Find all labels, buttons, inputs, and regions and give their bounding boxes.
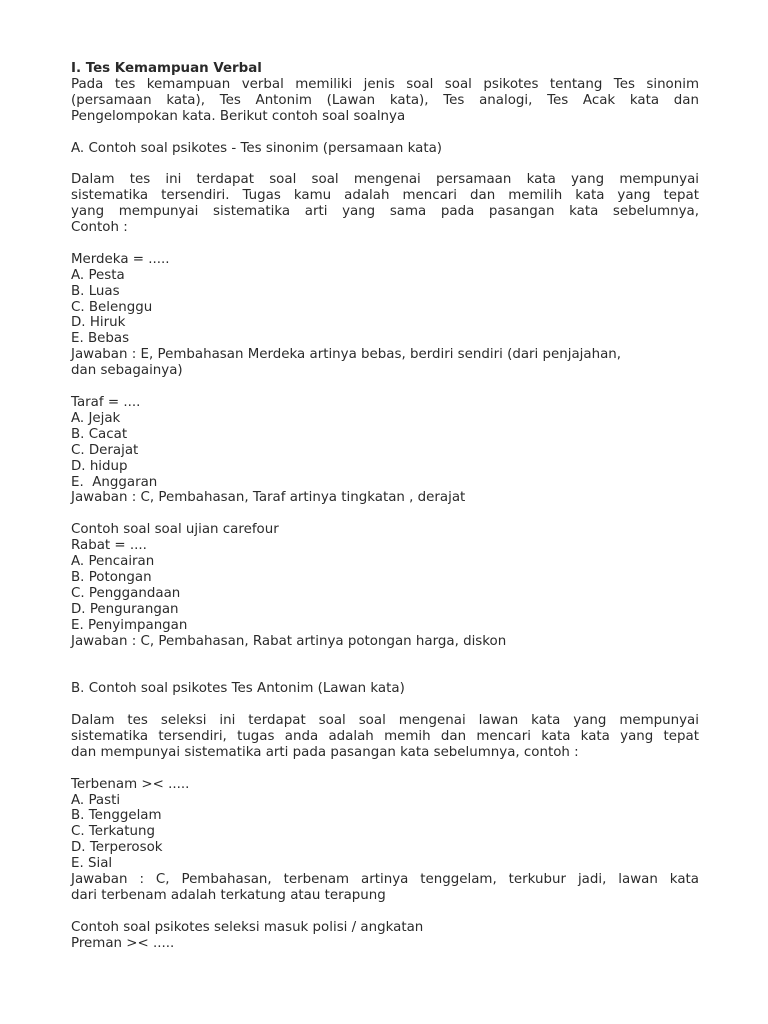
option-a: A. Pencairan bbox=[71, 554, 155, 570]
section-a-desc: Dalam tes ini terdapat soal soal mengenai persamaan kata yang mempunyai bbox=[71, 172, 699, 188]
question-prompt: Rabat = .... bbox=[71, 538, 147, 554]
section-a-desc: sistematika tersendiri. Tugas kamu adalah mencari dan memilih kata yang tepat bbox=[71, 188, 699, 204]
option-b: B. Luas bbox=[71, 283, 120, 299]
example-note: Contoh soal soal ujian carefour bbox=[71, 522, 279, 538]
option-e: E. Anggaran bbox=[71, 474, 158, 490]
answer-line: Jawaban : C, Pembahasan, Taraf artinya tingkatan , derajat bbox=[71, 490, 466, 506]
option-a: A. Pasti bbox=[71, 792, 121, 808]
section-b-desc: Dalam tes seleksi ini terdapat soal soal mengenai lawan kata yang mempunyai bbox=[71, 713, 699, 729]
answer-line: Jawaban : C, Pembahasan, Rabat artinya potongan harga, diskon bbox=[71, 633, 507, 649]
option-b: B. Cacat bbox=[71, 426, 128, 442]
answer-line: dari terbenam adalah terkatung atau terapung bbox=[71, 888, 386, 903]
question-prompt: Preman >< ..... bbox=[71, 935, 175, 951]
option-a: A. Pesta bbox=[71, 267, 125, 283]
question-prompt: Merdeka = ..... bbox=[71, 251, 170, 267]
section-b-title: B. Contoh soal psikotes Tes Antonim (Lawan kata) bbox=[71, 681, 405, 697]
section-b-desc: sistematika tersendiri, tugas anda adalah memih dan mencari kata kata yang tepat bbox=[71, 728, 699, 744]
document-page bbox=[71, 61, 699, 952]
question-prompt: Taraf = .... bbox=[71, 394, 141, 410]
section-a-desc: Contoh : bbox=[71, 220, 128, 236]
option-c: C. Belenggu bbox=[71, 299, 153, 315]
intro-line: Pengelompokan kata. Berikut contoh soal soalnya bbox=[71, 108, 406, 124]
option-c: C. Terkatung bbox=[71, 824, 155, 840]
question-prompt: Terbenam >< ..... bbox=[71, 776, 190, 792]
answer-line: dan sebagainya) bbox=[71, 363, 183, 379]
intro-line: Pada tes kemampuan verbal memiliki jenis soal soal psikotes tentang Tes sinonim bbox=[71, 76, 699, 92]
option-c: C. Derajat bbox=[71, 442, 139, 458]
answer-line: Jawaban : C, Pembahasan, terbenam artinya tenggelam, terkubur jadi, lawan kata bbox=[71, 872, 699, 888]
intro-line: (persamaan kata), Tes Antonim (Lawan kata), Tes analogi, Tes Acak kata dan bbox=[71, 92, 699, 108]
section-a-desc: yang mempunyai sistematika arti yang sama pada pasangan kata sebelumnya, bbox=[71, 204, 699, 220]
section-b-desc: dan mempunyai sistematika arti pada pasangan kata sebelumnya, contoh : bbox=[71, 744, 579, 760]
option-d: D. Terperosok bbox=[71, 840, 163, 856]
option-e: E. Bebas bbox=[71, 331, 130, 347]
option-a: A. Jejak bbox=[71, 410, 121, 426]
example-note: Contoh soal psikotes seleksi masuk polisi / angkatan bbox=[71, 919, 424, 935]
option-b: B. Tenggelam bbox=[71, 808, 162, 824]
option-e: E. Penyimpangan bbox=[71, 617, 188, 633]
answer-line: Jawaban : E, Pembahasan Merdeka artinya bebas, berdiri sendiri (dari penjajahan, bbox=[71, 347, 622, 363]
section-a-title: A. Contoh soal psikotes - Tes sinonim (persamaan kata) bbox=[71, 140, 442, 156]
option-b: B. Potongan bbox=[71, 569, 152, 585]
section-heading: I. Tes Kemampuan Verbal bbox=[71, 61, 262, 76]
option-d: D. hidup bbox=[71, 458, 128, 474]
option-d: D. Hiruk bbox=[71, 315, 126, 331]
option-d: D. Pengurangan bbox=[71, 601, 179, 617]
option-c: C. Penggandaan bbox=[71, 585, 181, 601]
option-e: E. Sial bbox=[71, 856, 113, 872]
